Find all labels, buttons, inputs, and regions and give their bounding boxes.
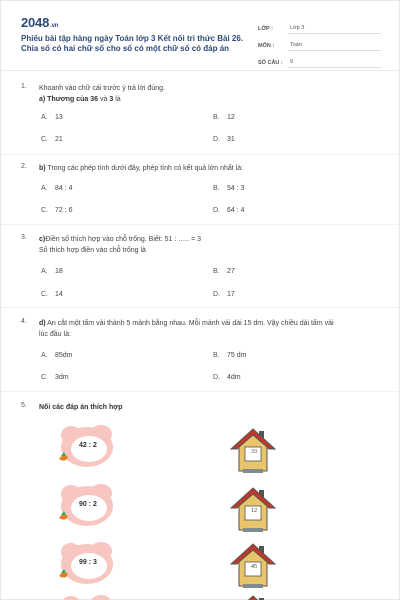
question-2 xyxy=(21,163,381,223)
match-expression: 42 : 2 xyxy=(79,442,97,449)
option-a[interactable]: A. 85dm xyxy=(41,352,73,359)
question-text: Nối các đáp án thích hợp xyxy=(39,404,123,411)
worksheet-header xyxy=(21,15,381,77)
question-instruction: d) An cắt một tấm vải thành 5 mảnh bằng nhau. Mỗi mảnh vải dài 15 dm. Vậy chiều dài tấm vải xyxy=(39,320,334,327)
question-3 xyxy=(21,234,381,306)
meta-grade-value: Lớp 3 xyxy=(288,22,381,34)
meta-grade-label: LỚP : xyxy=(258,26,273,32)
option-a[interactable]: A. 18 xyxy=(41,268,63,275)
match-answer: 12 xyxy=(251,508,257,514)
option-c[interactable]: C. 3dm xyxy=(41,374,69,381)
question-text xyxy=(39,83,379,105)
meta-subject-value: Toán xyxy=(288,39,381,51)
option-d[interactable]: D. 64 : 4 xyxy=(213,207,245,214)
option-b[interactable]: B. 54 : 3 xyxy=(213,185,245,192)
header-divider xyxy=(1,70,400,71)
meta-count-row xyxy=(258,51,381,68)
meta-subject-label: MÔN : xyxy=(258,43,275,49)
question-subtext: lúc đầu là: xyxy=(39,331,71,338)
option-b[interactable]: B. 75 dm xyxy=(213,352,247,359)
match-answer: 45 xyxy=(251,564,257,570)
match-left-item[interactable] xyxy=(57,423,117,471)
match-left-item[interactable] xyxy=(57,540,117,588)
option-d[interactable]: D. 17 xyxy=(213,291,235,298)
option-c[interactable]: C. 14 xyxy=(41,291,63,298)
question-1 xyxy=(21,83,381,153)
question-text: b) Trong các phép tính dưới đây, phép tính có kết quả lớn nhất là: xyxy=(39,165,244,172)
question-subpart: a) Thương của 36 và 3 là xyxy=(39,96,121,103)
house-icon xyxy=(229,594,277,600)
option-d[interactable]: D. 4dm xyxy=(213,374,241,381)
meta-count-label: SỐ CÂU : xyxy=(258,60,283,66)
option-d[interactable]: D. 31 xyxy=(213,136,235,143)
option-c[interactable]: C. 21 xyxy=(41,136,63,143)
match-right-item[interactable] xyxy=(229,427,277,479)
match-right-item[interactable] xyxy=(229,542,277,594)
question-divider xyxy=(1,154,400,155)
meta-count-value: 9 xyxy=(288,56,381,68)
question-4 xyxy=(21,318,381,390)
match-right-item[interactable] xyxy=(229,486,277,538)
worksheet-meta xyxy=(258,17,381,68)
option-b[interactable]: B. 27 xyxy=(213,268,235,275)
option-a[interactable]: A. 84 : 4 xyxy=(41,185,73,192)
question-text xyxy=(39,234,379,256)
cloud-bubble-icon xyxy=(57,593,117,600)
match-expression: 99 : 3 xyxy=(79,559,97,566)
question-number: 5. xyxy=(21,402,27,409)
meta-grade-row xyxy=(258,17,381,34)
site-logo[interactable]: 2048.vn xyxy=(21,15,59,30)
match-answer: 33 xyxy=(251,449,257,455)
question-divider xyxy=(1,307,400,308)
question-text xyxy=(39,318,379,340)
question-subtext: Số thích hợp điền vào chỗ trống là xyxy=(39,247,146,254)
option-a[interactable]: A. 13 xyxy=(41,114,63,121)
question-number: 4. xyxy=(21,318,27,325)
question-instruction: c)Điền số thích hợp vào chỗ trống. Biết: 51 : ….. = 3 xyxy=(39,236,201,243)
question-divider xyxy=(1,224,400,225)
match-right-item[interactable] xyxy=(229,594,277,600)
option-c[interactable]: C. 72 : 6 xyxy=(41,207,73,214)
match-expression: 90 : 2 xyxy=(79,501,97,508)
worksheet-title: Phiếu bài tập hàng ngày Toán lớp 3 Kết nối tri thức Bài 26. Chia số có hai chữ số cho số có một chữ số có đáp án xyxy=(21,34,244,53)
match-left-item[interactable] xyxy=(57,482,117,530)
question-divider xyxy=(1,391,400,392)
meta-subject-row xyxy=(258,34,381,51)
match-left-item[interactable] xyxy=(57,593,117,600)
question-instruction: Khoanh vào chữ cái trước ý trả lời đúng. xyxy=(39,85,165,92)
question-number: 2. xyxy=(21,163,27,170)
question-number: 3. xyxy=(21,234,27,241)
question-number: 1. xyxy=(21,83,27,90)
option-b[interactable]: B. 12 xyxy=(213,114,235,121)
